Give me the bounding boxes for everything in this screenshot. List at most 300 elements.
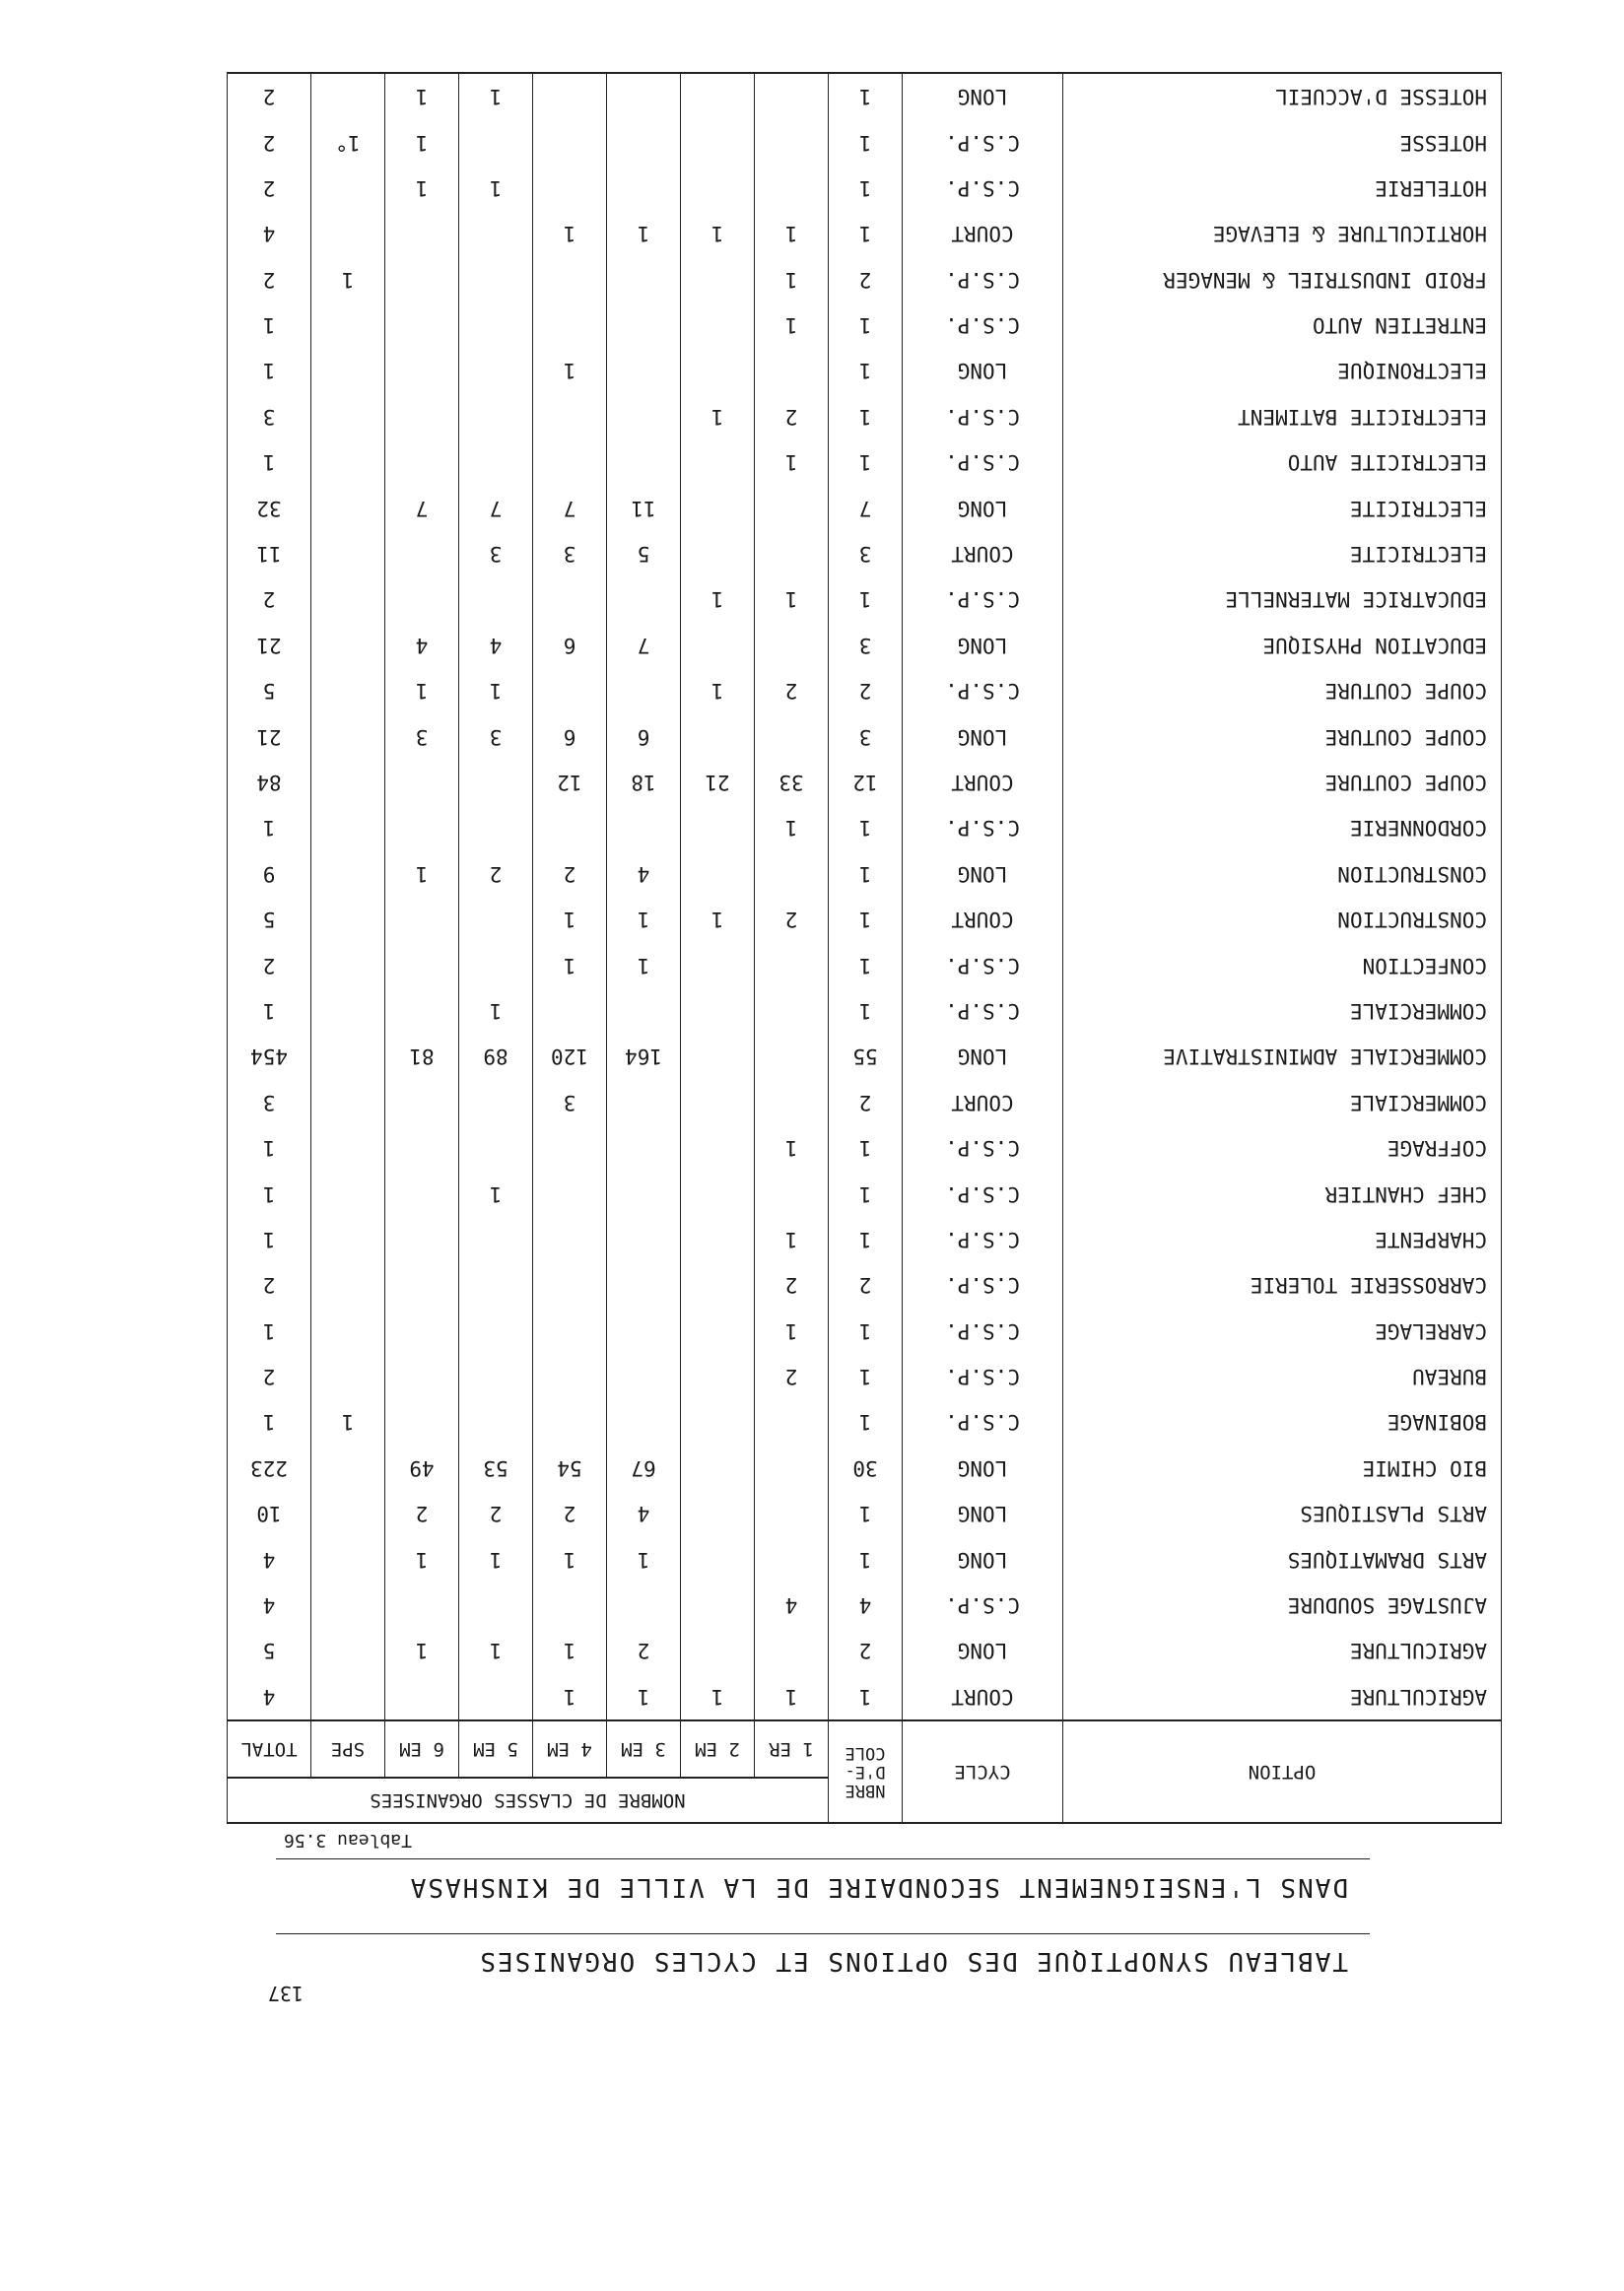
total-cell: 223 xyxy=(228,1446,311,1491)
total-cell: 1 xyxy=(228,348,311,393)
class-count-cell xyxy=(385,760,459,805)
class-count-cell xyxy=(311,1262,385,1308)
class-count-cell: 7 xyxy=(459,485,533,530)
table-row xyxy=(228,576,1502,622)
cycle-cell: COURT xyxy=(903,897,1063,942)
class-count-cell xyxy=(385,1308,459,1353)
class-count-cell: 1 xyxy=(459,73,533,119)
class-count-cell xyxy=(311,668,385,713)
class-count-cell: 1 xyxy=(385,1536,459,1582)
class-count-cell xyxy=(459,1262,533,1308)
total-cell: 1 xyxy=(228,303,311,348)
table-row xyxy=(228,531,1502,576)
class-count-cell: 1 xyxy=(755,576,829,622)
class-count-cell: 4 xyxy=(607,851,681,897)
class-count-cell xyxy=(681,1354,755,1399)
table-row xyxy=(228,1583,1502,1628)
class-count-cell xyxy=(385,1080,459,1125)
class-count-cell: 2 xyxy=(755,897,829,942)
cycle-cell: C.S.P. xyxy=(903,394,1063,439)
class-count-cell xyxy=(607,257,681,303)
nbre-ecole-cell: 1 xyxy=(829,1308,903,1353)
class-count-cell xyxy=(459,897,533,942)
class-count-cell: 6 xyxy=(607,713,681,759)
class-count-cell: 1 xyxy=(607,211,681,256)
class-count-cell: 2 xyxy=(385,1491,459,1536)
class-count-cell: 1 xyxy=(755,257,829,303)
class-count-cell xyxy=(385,1399,459,1445)
class-count-cell xyxy=(681,713,755,759)
class-count-cell: 1 xyxy=(681,576,755,622)
option-cell: CONSTRUCTION xyxy=(1063,851,1502,897)
class-count-cell xyxy=(755,988,829,1034)
table-row xyxy=(228,439,1502,485)
class-count-cell: 2 xyxy=(459,1491,533,1536)
total-cell: 5 xyxy=(228,668,311,713)
class-count-cell xyxy=(311,73,385,119)
total-cell: 1 xyxy=(228,1217,311,1262)
table-row xyxy=(228,623,1502,668)
class-count-cell: 81 xyxy=(385,1034,459,1079)
total-cell: 21 xyxy=(228,713,311,759)
nbre-ecole-cell: 1 xyxy=(829,119,903,165)
class-count-cell xyxy=(385,303,459,348)
class-count-cell: 6 xyxy=(533,623,607,668)
class-count-cell: 1 xyxy=(533,1628,607,1673)
nbre-ecole-cell: 1 xyxy=(829,439,903,485)
class-count-cell: 12 xyxy=(533,760,607,805)
class-count-cell xyxy=(607,1354,681,1399)
nbre-ecole-cell: 1 xyxy=(829,348,903,393)
cycle-cell: C.S.P. xyxy=(903,1217,1063,1262)
class-count-cell xyxy=(311,348,385,393)
class-count-cell xyxy=(681,73,755,119)
nbre-ecole-cell: 2 xyxy=(829,1628,903,1673)
option-cell: ELECTRICITE xyxy=(1063,485,1502,530)
cycle-cell: C.S.P. xyxy=(903,988,1063,1034)
nbre-ecole-cell: 2 xyxy=(829,257,903,303)
option-cell: FROID INDUSTRIEL & MENAGER xyxy=(1063,257,1502,303)
nbre-ecole-cell: 1 xyxy=(829,1536,903,1582)
class-count-cell xyxy=(755,713,829,759)
class-count-cell xyxy=(681,1583,755,1628)
table-row xyxy=(228,1628,1502,1673)
class-count-cell xyxy=(755,73,829,119)
cycle-cell: LONG xyxy=(903,73,1063,119)
table-row xyxy=(228,1034,1502,1079)
class-count-cell: 18 xyxy=(607,760,681,805)
class-count-cell: 1 xyxy=(311,257,385,303)
class-count-cell xyxy=(607,1262,681,1308)
cycle-cell: C.S.P. xyxy=(903,1125,1063,1171)
nbre-ecole-cell: 1 xyxy=(829,988,903,1034)
header-class: 4 EM xyxy=(533,1720,607,1778)
class-count-cell xyxy=(311,531,385,576)
class-count-cell xyxy=(385,805,459,850)
class-count-cell: 4 xyxy=(607,1491,681,1536)
class-count-cell: 1 xyxy=(533,1674,607,1720)
class-count-cell: 2 xyxy=(607,1628,681,1673)
table-row xyxy=(228,73,1502,119)
class-count-cell xyxy=(681,805,755,850)
total-cell: 3 xyxy=(228,1080,311,1125)
nbre-ecole-cell: 7 xyxy=(829,485,903,530)
table-row xyxy=(228,1080,1502,1125)
option-cell: BOBINAGE xyxy=(1063,1399,1502,1445)
table-row xyxy=(228,942,1502,987)
class-count-cell: 2 xyxy=(755,1354,829,1399)
class-count-cell xyxy=(311,851,385,897)
class-count-cell: 3 xyxy=(385,713,459,759)
class-count-cell xyxy=(755,1536,829,1582)
cycle-cell: C.S.P. xyxy=(903,1399,1063,1445)
class-count-cell xyxy=(755,531,829,576)
class-count-cell xyxy=(533,1217,607,1262)
cycle-cell: C.S.P. xyxy=(903,166,1063,211)
class-count-cell xyxy=(459,348,533,393)
table-row xyxy=(228,394,1502,439)
table-row xyxy=(228,303,1502,348)
total-cell: 2 xyxy=(228,1262,311,1308)
class-count-cell xyxy=(607,394,681,439)
option-cell: COFFRAGE xyxy=(1063,1125,1502,1171)
nbre-ecole-cell: 4 xyxy=(829,1583,903,1628)
header-nbre-ecole: NBRE D'E-COLE xyxy=(829,1720,903,1823)
class-count-cell: 2 xyxy=(459,851,533,897)
class-count-cell xyxy=(681,439,755,485)
nbre-ecole-cell: 1 xyxy=(829,576,903,622)
class-count-cell xyxy=(607,988,681,1034)
class-count-cell: 1 xyxy=(385,73,459,119)
class-count-cell: 3 xyxy=(459,531,533,576)
title-underline xyxy=(276,1933,1370,1934)
class-count-cell xyxy=(755,348,829,393)
class-count-cell xyxy=(459,1308,533,1353)
class-count-cell: 1 xyxy=(533,211,607,256)
table-row xyxy=(228,166,1502,211)
nbre-ecole-cell: 1 xyxy=(829,1125,903,1171)
class-count-cell xyxy=(533,394,607,439)
class-count-cell: 1 xyxy=(755,211,829,256)
class-count-cell xyxy=(385,1262,459,1308)
option-cell: COMMERCIALE ADMINISTRATIVE xyxy=(1063,1034,1502,1079)
total-cell: 2 xyxy=(228,257,311,303)
class-count-cell xyxy=(533,257,607,303)
class-count-cell: 1 xyxy=(755,1674,829,1720)
table-row xyxy=(228,668,1502,713)
option-cell: AGRICULTURE xyxy=(1063,1628,1502,1673)
class-count-cell xyxy=(311,1217,385,1262)
class-count-cell xyxy=(311,166,385,211)
cycle-cell: C.S.P. xyxy=(903,1354,1063,1399)
options-cycles-table xyxy=(227,72,1502,1824)
class-count-cell xyxy=(681,1125,755,1171)
table-row xyxy=(228,897,1502,942)
class-count-cell xyxy=(385,257,459,303)
class-count-cell: 1 xyxy=(681,668,755,713)
class-count-cell xyxy=(311,1674,385,1720)
class-count-cell xyxy=(385,988,459,1034)
total-cell: 5 xyxy=(228,1628,311,1673)
total-cell: 4 xyxy=(228,1674,311,1720)
nbre-ecole-cell: 1 xyxy=(829,1674,903,1720)
table-row xyxy=(228,1674,1502,1720)
class-count-cell: 49 xyxy=(385,1446,459,1491)
cycle-cell: LONG xyxy=(903,1034,1063,1079)
class-count-cell xyxy=(533,439,607,485)
class-count-cell: 1 xyxy=(385,1628,459,1673)
option-cell: EDUCATRICE MATERNELLE xyxy=(1063,576,1502,622)
table-row xyxy=(228,485,1502,530)
class-count-cell xyxy=(755,942,829,987)
option-cell: BIO CHIMIE xyxy=(1063,1446,1502,1491)
option-cell: COUPE COUTURE xyxy=(1063,668,1502,713)
class-count-cell xyxy=(311,713,385,759)
class-count-cell: 6 xyxy=(533,713,607,759)
table-row xyxy=(228,1308,1502,1353)
total-cell: 1 xyxy=(228,439,311,485)
class-count-cell xyxy=(607,119,681,165)
class-count-cell xyxy=(607,805,681,850)
option-cell: CHARPENTE xyxy=(1063,1217,1502,1262)
cycle-cell: COURT xyxy=(903,211,1063,256)
class-count-cell: 1 xyxy=(459,668,533,713)
table-row xyxy=(228,713,1502,759)
class-count-cell xyxy=(459,1217,533,1262)
class-count-cell xyxy=(607,166,681,211)
class-count-cell xyxy=(681,1308,755,1353)
class-count-cell: 1 xyxy=(755,805,829,850)
class-count-cell: 4 xyxy=(459,623,533,668)
class-count-cell xyxy=(681,348,755,393)
class-count-cell: 89 xyxy=(459,1034,533,1079)
class-count-cell: 1 xyxy=(755,1217,829,1262)
class-count-cell xyxy=(681,1217,755,1262)
total-cell: 1 xyxy=(228,1399,311,1445)
cycle-cell: C.S.P. xyxy=(903,257,1063,303)
class-count-cell: 1 xyxy=(385,119,459,165)
class-count-cell: 1 xyxy=(533,348,607,393)
header-option: OPTION xyxy=(1063,1720,1502,1823)
class-count-cell xyxy=(311,485,385,530)
class-count-cell: 3 xyxy=(459,713,533,759)
total-cell: 32 xyxy=(228,485,311,530)
class-count-cell xyxy=(681,1080,755,1125)
option-cell: CORDONNERIE xyxy=(1063,805,1502,850)
class-count-cell: 1 xyxy=(311,1399,385,1445)
class-count-cell xyxy=(311,1034,385,1079)
total-cell: 10 xyxy=(228,1491,311,1536)
total-cell: 11 xyxy=(228,531,311,576)
class-count-cell xyxy=(681,942,755,987)
class-count-cell: 2 xyxy=(755,394,829,439)
class-count-cell: 1 xyxy=(755,1308,829,1353)
class-count-cell: 4 xyxy=(755,1583,829,1628)
class-count-cell xyxy=(533,1262,607,1308)
table-row xyxy=(228,805,1502,850)
class-count-cell xyxy=(311,1308,385,1353)
class-count-cell xyxy=(459,1399,533,1445)
class-count-cell xyxy=(533,988,607,1034)
cycle-cell: LONG xyxy=(903,1491,1063,1536)
class-count-cell xyxy=(385,576,459,622)
option-cell: HOTELERIE xyxy=(1063,166,1502,211)
option-cell: COUPE COUTURE xyxy=(1063,713,1502,759)
nbre-ecole-cell: 1 xyxy=(829,166,903,211)
class-count-cell xyxy=(459,1125,533,1171)
class-count-cell: 1 xyxy=(459,988,533,1034)
class-count-cell xyxy=(607,348,681,393)
cycle-cell: LONG xyxy=(903,851,1063,897)
class-count-cell xyxy=(681,851,755,897)
class-count-cell xyxy=(385,1583,459,1628)
table-row xyxy=(228,119,1502,165)
nbre-ecole-cell: 1 xyxy=(829,1171,903,1216)
total-cell: 3 xyxy=(228,394,311,439)
total-cell: 84 xyxy=(228,760,311,805)
nbre-ecole-cell: 1 xyxy=(829,897,903,942)
header-total: TOTAL xyxy=(228,1720,311,1778)
class-count-cell xyxy=(533,166,607,211)
table-title-line2: DANS L'ENSEIGNEMENT SECONDAIRE DE LA VILLE DE KINSHASA xyxy=(408,1872,1348,1902)
class-count-cell xyxy=(459,1080,533,1125)
class-count-cell xyxy=(385,348,459,393)
option-cell: CARRELAGE xyxy=(1063,1308,1502,1353)
class-count-cell xyxy=(459,805,533,850)
nbre-ecole-cell: 1 xyxy=(829,1399,903,1445)
class-count-cell: 2 xyxy=(755,1262,829,1308)
nbre-ecole-cell: 2 xyxy=(829,1262,903,1308)
class-count-cell: 1 xyxy=(681,897,755,942)
cycle-cell: C.S.P. xyxy=(903,942,1063,987)
class-count-cell xyxy=(607,439,681,485)
class-count-cell xyxy=(681,119,755,165)
class-count-cell: 1 xyxy=(607,1674,681,1720)
nbre-ecole-cell: 1 xyxy=(829,1354,903,1399)
class-count-cell xyxy=(681,303,755,348)
class-count-cell xyxy=(385,1354,459,1399)
table-row xyxy=(228,851,1502,897)
class-count-cell: 1 xyxy=(533,942,607,987)
class-count-cell xyxy=(311,211,385,256)
total-cell: 5 xyxy=(228,897,311,942)
nbre-ecole-cell: 55 xyxy=(829,1034,903,1079)
class-count-cell xyxy=(385,1674,459,1720)
option-cell: CARROSSERIE TOLERIE xyxy=(1063,1262,1502,1308)
option-cell: ELECTRICITE xyxy=(1063,531,1502,576)
table-row xyxy=(228,1399,1502,1445)
cycle-cell: C.S.P. xyxy=(903,119,1063,165)
title-underline xyxy=(276,1858,1370,1859)
total-cell: 454 xyxy=(228,1034,311,1079)
class-count-cell: 21 xyxy=(681,760,755,805)
cycle-cell: LONG xyxy=(903,348,1063,393)
class-count-cell xyxy=(681,1446,755,1491)
class-count-cell xyxy=(459,211,533,256)
class-count-cell xyxy=(607,1308,681,1353)
class-count-cell: 2 xyxy=(755,668,829,713)
cycle-cell: COURT xyxy=(903,760,1063,805)
class-count-cell xyxy=(533,303,607,348)
class-count-cell: 1 xyxy=(385,851,459,897)
class-count-cell xyxy=(681,1628,755,1673)
cycle-cell: C.S.P. xyxy=(903,439,1063,485)
total-cell: 9 xyxy=(228,851,311,897)
class-count-cell xyxy=(755,1399,829,1445)
nbre-ecole-cell: 12 xyxy=(829,760,903,805)
class-count-cell: 7 xyxy=(607,623,681,668)
class-count-cell xyxy=(607,73,681,119)
class-count-cell xyxy=(755,1628,829,1673)
class-count-cell xyxy=(607,303,681,348)
cycle-cell: C.S.P. xyxy=(903,303,1063,348)
nbre-ecole-cell: 1 xyxy=(829,851,903,897)
table-row xyxy=(228,1217,1502,1262)
class-count-cell: 1 xyxy=(607,897,681,942)
nbre-ecole-cell: 1 xyxy=(829,303,903,348)
class-count-cell xyxy=(459,1583,533,1628)
header-cycle: CYCLE xyxy=(903,1720,1063,1823)
table-caption: Tableau 3.56 xyxy=(283,1830,412,1851)
class-count-cell: 1 xyxy=(459,1628,533,1673)
table-row xyxy=(228,1262,1502,1308)
option-cell: CHEF CHANTIER xyxy=(1063,1171,1502,1216)
option-cell: CONSTRUCTION xyxy=(1063,897,1502,942)
table-row xyxy=(228,211,1502,256)
option-cell: EDUCATION PHYSIQUE xyxy=(1063,623,1502,668)
class-count-cell: 53 xyxy=(459,1446,533,1491)
nbre-ecole-cell: 1 xyxy=(829,394,903,439)
class-count-cell xyxy=(385,1171,459,1216)
header-class: SPE xyxy=(311,1720,385,1778)
class-count-cell xyxy=(681,1399,755,1445)
total-cell: 4 xyxy=(228,1583,311,1628)
total-cell: 4 xyxy=(228,211,311,256)
cycle-cell: LONG xyxy=(903,485,1063,530)
class-count-cell xyxy=(311,988,385,1034)
class-count-cell xyxy=(385,942,459,987)
class-count-cell xyxy=(755,1491,829,1536)
nbre-ecole-cell: 30 xyxy=(829,1446,903,1491)
table-row xyxy=(228,760,1502,805)
cycle-cell: C.S.P. xyxy=(903,805,1063,850)
class-count-cell xyxy=(385,439,459,485)
nbre-ecole-cell: 3 xyxy=(829,623,903,668)
cycle-cell: COURT xyxy=(903,531,1063,576)
class-count-cell xyxy=(755,851,829,897)
total-cell: 1 xyxy=(228,1125,311,1171)
nbre-ecole-cell: 3 xyxy=(829,531,903,576)
option-cell: HOTESSE xyxy=(1063,119,1502,165)
cycle-cell: C.S.P. xyxy=(903,668,1063,713)
class-count-cell: 7 xyxy=(533,485,607,530)
class-count-cell xyxy=(681,1034,755,1079)
class-count-cell xyxy=(459,394,533,439)
cycle-cell: LONG xyxy=(903,1536,1063,1582)
cycle-cell: LONG xyxy=(903,713,1063,759)
total-cell: 2 xyxy=(228,576,311,622)
total-cell: 2 xyxy=(228,73,311,119)
class-count-cell xyxy=(459,439,533,485)
class-count-cell xyxy=(607,1171,681,1216)
class-count-cell xyxy=(459,303,533,348)
class-count-cell: 5 xyxy=(607,531,681,576)
class-count-cell xyxy=(459,119,533,165)
class-count-cell xyxy=(311,1080,385,1125)
class-count-cell xyxy=(607,668,681,713)
class-count-cell xyxy=(533,1171,607,1216)
cycle-cell: LONG xyxy=(903,1446,1063,1491)
